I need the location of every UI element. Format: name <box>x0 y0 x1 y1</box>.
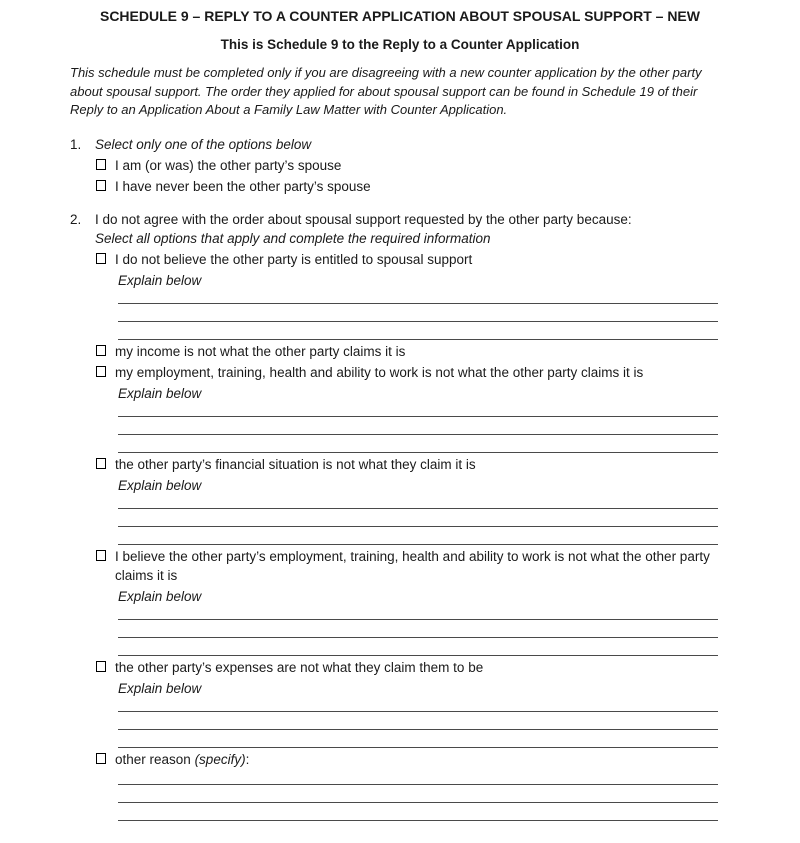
item-2 <box>70 210 800 821</box>
answer-line[interactable] <box>118 304 718 322</box>
answer-line[interactable] <box>118 620 718 638</box>
explain-label: Explain below <box>118 385 202 401</box>
answer-line[interactable] <box>118 417 718 435</box>
explain-lines-not-entitled <box>118 290 718 340</box>
answer-line[interactable] <box>118 509 718 527</box>
answer-line[interactable] <box>118 435 718 453</box>
explain-label: Explain below <box>118 477 202 493</box>
option-row-expenses[interactable] <box>95 658 800 677</box>
answer-line[interactable] <box>118 712 718 730</box>
option-label-is-spouse: I am (or was) the other party’s spouse <box>115 157 342 173</box>
answer-line[interactable] <box>118 495 718 509</box>
checkbox-is-spouse[interactable] <box>96 159 106 170</box>
option-label-expenses: the other party’s expenses are not what they claim them to be <box>115 659 484 675</box>
form-subtitle: This is Schedule 9 to the Reply to a Counter Application <box>220 37 580 52</box>
item-2-instruction: Select all options that apply and complete the required information <box>95 230 491 246</box>
explain-label: Explain below <box>118 680 202 696</box>
item-1 <box>70 135 800 196</box>
option-label-never-spouse: I have never been the other party’s spouse <box>115 178 371 194</box>
answer-line[interactable] <box>118 785 718 803</box>
checkbox-my-income[interactable] <box>96 345 106 356</box>
option-row-not-entitled[interactable] <box>95 250 800 269</box>
option-label-other-party-employment: I believe the other party’s employment, training, health and ability to work is not what the other party claims it is <box>115 548 710 583</box>
checkbox-financial-situation[interactable] <box>96 458 106 469</box>
checkbox-not-entitled[interactable] <box>96 253 106 264</box>
checkbox-other-party-employment[interactable] <box>96 550 106 561</box>
item-2-number: 2. <box>70 211 82 227</box>
option-row-is-spouse[interactable] <box>95 156 800 175</box>
option-row-other-party-employment[interactable] <box>95 547 800 585</box>
answer-line[interactable] <box>118 803 718 821</box>
intro-line-3: Reply to an Application About a Family Law Matter with Counter Application. <box>70 102 508 117</box>
checkbox-other-reason[interactable] <box>96 753 106 764</box>
item-2-heading: I do not agree with the order about spousal support requested by the other party because: <box>95 211 632 227</box>
checkbox-never-spouse[interactable] <box>96 180 106 191</box>
answer-line[interactable] <box>118 730 718 748</box>
option-row-my-employment[interactable] <box>95 363 800 382</box>
option-row-other-reason[interactable] <box>95 750 800 769</box>
option-row-my-income[interactable] <box>95 342 800 361</box>
explain-lines-other-party-employment <box>118 606 718 656</box>
answer-line[interactable] <box>118 638 718 656</box>
item-1-number: 1. <box>70 136 82 152</box>
intro-line-2: about spousal support. The order they applied for about spousal support can be found in Schedule 19 of their <box>70 83 698 99</box>
answer-line[interactable] <box>118 698 718 712</box>
explain-lines-financial-situation <box>118 495 718 545</box>
intro-paragraph <box>70 64 800 120</box>
checkbox-expenses[interactable] <box>96 661 106 672</box>
intro-line-1: This schedule must be completed only if you are disagreeing with a new counter application by the other party <box>70 65 702 80</box>
answer-line[interactable] <box>118 403 718 417</box>
answer-line[interactable] <box>118 322 718 340</box>
option-label-not-entitled: I do not believe the other party is entitled to spousal support <box>115 251 473 267</box>
option-label-other-reason: other reason (specify): <box>115 751 250 767</box>
checkbox-my-employment[interactable] <box>96 366 106 377</box>
answer-line[interactable] <box>118 606 718 620</box>
option-row-financial-situation[interactable] <box>95 455 800 474</box>
answer-line[interactable] <box>118 290 718 304</box>
option-label-financial-situation: the other party’s financial situation is not what they claim it is <box>115 456 476 472</box>
option-row-never-spouse[interactable] <box>95 177 800 196</box>
option-label-my-employment: my employment, training, health and ability to work is not what the other party claims it is <box>115 364 644 380</box>
answer-line[interactable] <box>118 769 718 785</box>
item-1-instruction: Select only one of the options below <box>95 136 312 152</box>
option-label-my-income: my income is not what the other party claims it is <box>115 343 406 359</box>
form-title: SCHEDULE 9 – REPLY TO A COUNTER APPLICATION ABOUT SPOUSAL SUPPORT – NEW <box>99 8 700 24</box>
explain-lines-expenses <box>118 698 718 748</box>
explain-label: Explain below <box>118 588 202 604</box>
answer-line[interactable] <box>118 527 718 545</box>
explain-lines-my-employment <box>118 403 718 453</box>
explain-lines-other-reason <box>118 769 718 821</box>
explain-label: Explain below <box>118 272 202 288</box>
